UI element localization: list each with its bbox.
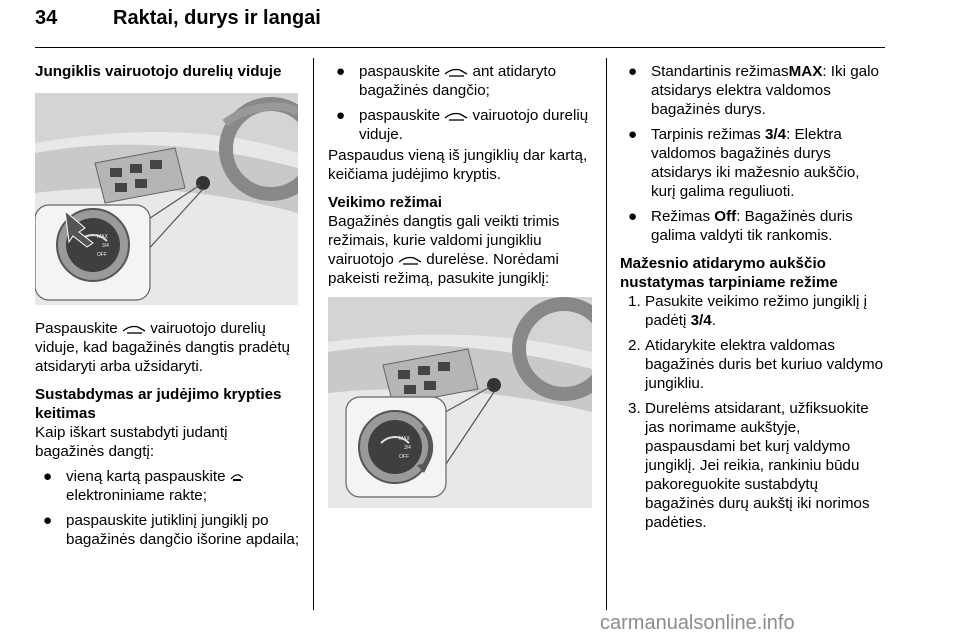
tailgate-icon: [398, 255, 422, 265]
column-3: [620, 62, 885, 532]
mode-switch-illustration: [328, 297, 592, 508]
switch-label-3-4: 3/4: [404, 445, 411, 451]
switch-label-max: MAX: [399, 436, 410, 442]
numbered-step: 1. Pasukite veikimo režimo jungiklį į padėtį 3/4.: [628, 293, 867, 329]
switch-label-off: OFF: [399, 454, 409, 460]
paragraph-stop-intro: Kaip iškart sustabdyti judantį bagažinės dangtį:: [35, 424, 228, 460]
section-heading-stop: Sustabdymas ar judėjimo krypties keitimas: [35, 386, 282, 422]
header-rule: [35, 47, 885, 48]
list-item: ● Standartinis režimasMAX: Iki galo atsidarys elektra valdomos bagažinės durys.: [628, 63, 879, 118]
switch-label-max: MAX: [97, 234, 108, 240]
list-item: ● paspauskite jutiklinį jungiklį po bagažinės dangčio išorine apdaila;: [43, 512, 300, 548]
tailgate-icon: [122, 324, 146, 334]
list-item: ● vieną kartą paspauskite elektroniniame rakte;: [35, 467, 300, 505]
list-item: ● paspauskite vairuotojo durelių viduje.: [336, 107, 589, 143]
list-item: ● paspauskite ant atidaryto bagažinės dangčio;: [336, 63, 557, 99]
section-heading: Jungiklis vairuotojo durelių viduje: [35, 63, 282, 80]
switch-label-off: OFF: [97, 252, 107, 258]
paragraph-modes: Bagažinės dangtis gali veikti trimis režimais, kurie valdomi jungikliu vairuotojo durelėse. Norėdami pakeisti režimą, pasukite jungiklį:: [328, 213, 560, 287]
paragraph-press-switch: Paspauskite vairuotojo durelių viduje, kad bagažinės dangtis pradėtų atsidaryti arba užsidaryti.: [35, 320, 290, 375]
list-item: ● Tarpinis režimas 3/4: Elektra valdomos bagažinės durys atsidarys iki mažesnio aukščio, kurį galima reguliuoti.: [628, 126, 860, 200]
tailgate-icon: [444, 67, 468, 77]
tailgate-icon: [444, 111, 468, 121]
paragraph-direction: Paspaudus vieną iš jungiklių dar kartą, keičiama judėjimo kryptis.: [328, 147, 588, 183]
list-item: ● Režimas Off: Bagažinės duris galima valdyti tik rankomis.: [628, 208, 853, 244]
watermark: carmanualsonline.info: [600, 612, 795, 634]
switch-label-3-4: 3/4: [102, 243, 109, 249]
section-heading-modes: Veikimo režimai: [328, 194, 442, 211]
numbered-step: 2. Atidarykite elektra valdomas bagažinės duris bet kuriuo valdymo jungikliu.: [628, 337, 884, 392]
column-divider-1: [313, 58, 314, 610]
column-2: [328, 62, 598, 508]
chapter-title: Raktai, durys ir langai: [113, 7, 321, 29]
numbered-step: 3. Durelėms atsidarant, užfiksuokite jas norimame aukštyje, paspausdami bet kurį valdymo jungiklį. Jei reikia, rankiniu būdu pakoreguokite sustabdytų bagažinės durų aukštį iki norimos padėties.: [628, 400, 870, 531]
column-divider-2: [606, 58, 607, 610]
door-switch-illustration: [35, 93, 298, 305]
section-heading-height: Mažesnio atidarymo aukščio nustatymas tarpiniame režime: [620, 255, 838, 291]
column-1: [35, 62, 300, 549]
key-tailgate-icon: [230, 472, 244, 482]
page-number: 34: [35, 7, 58, 29]
page-header: [35, 7, 885, 47]
